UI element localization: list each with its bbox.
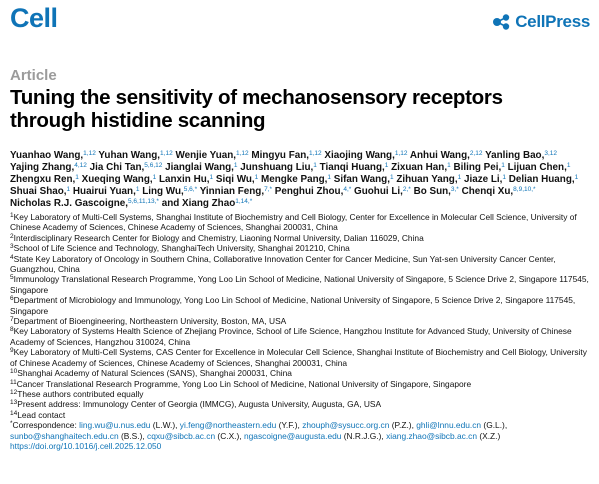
author-affiliation-marker: 1 bbox=[233, 162, 238, 169]
publisher-name: CellPress bbox=[515, 12, 590, 31]
author-affiliation-marker: 1 bbox=[457, 174, 462, 181]
correspondence-email-link[interactable]: yi.feng@northeastern.edu bbox=[179, 420, 277, 431]
author-name-text: Lijuan Chen, bbox=[507, 162, 567, 173]
author-name bbox=[165, 162, 237, 173]
affiliation-text: Key Laboratory of Multi-Cell Systems, Shanghai Institute of Biochemistry and Cell Biology, Center for Excellence in Molecular Cell Science, University of Chinese Academy of Sciences, Chinese Academy of Sciences, Shanghai 200031, China bbox=[10, 212, 577, 233]
author-affiliation-marker: 1 bbox=[566, 162, 571, 169]
correspondence-email-link[interactable]: xiang.zhao@sibcb.ac.cn bbox=[386, 430, 478, 441]
author-name bbox=[98, 150, 172, 161]
author-affiliation-marker: 1 bbox=[384, 162, 389, 169]
correspondence-email-link[interactable]: cqxu@sibcb.ac.cn bbox=[147, 430, 216, 441]
author-affiliation-marker: 1 bbox=[313, 162, 317, 169]
affiliation-item bbox=[10, 379, 596, 389]
author-affiliation-marker: 1,12 bbox=[309, 150, 322, 157]
author-name bbox=[508, 162, 571, 173]
author-affiliation-marker: 1 bbox=[254, 174, 259, 181]
affiliation-text: State Key Laboratory of Oncology in Southern China, Collaborative Innovation Center for Cancer Medicine, Sun Yat-sen University Cancer Center, Guangzhou, China bbox=[10, 253, 556, 275]
author-name-text: Junshuang Liu, bbox=[240, 162, 314, 173]
author-name-text: and Xiang Zhao bbox=[161, 198, 236, 209]
affiliation-item bbox=[10, 295, 596, 316]
author-name-text: Yuanhao Wang, bbox=[10, 150, 84, 161]
affiliation-number: 13 bbox=[10, 399, 18, 407]
affiliation-number: 3 bbox=[10, 243, 14, 251]
affiliation-text: These authors contributed equally bbox=[17, 388, 144, 399]
author-name bbox=[320, 162, 389, 173]
correspondence-initials: (X.Z.) bbox=[477, 430, 501, 441]
affiliation-item bbox=[10, 326, 596, 347]
affiliation-number: 2 bbox=[10, 232, 14, 240]
author-name-text: Ling Wu, bbox=[142, 186, 184, 197]
author-name-text: Xueqing Wang, bbox=[81, 174, 153, 185]
author-name bbox=[142, 186, 197, 197]
author-name bbox=[391, 162, 451, 173]
correspondence-email-link[interactable]: sunbo@shanghaitech.edu.cn bbox=[10, 430, 119, 441]
author-name bbox=[159, 174, 213, 185]
author-name bbox=[240, 162, 317, 173]
author-name-text: Jiaze Li, bbox=[463, 174, 503, 185]
affiliation-list bbox=[10, 212, 596, 451]
author-name-text: Sifan Wang, bbox=[333, 174, 390, 185]
author-name bbox=[485, 150, 557, 161]
author-name-text: Yanling Bao, bbox=[485, 150, 545, 161]
affiliation-number: 6 bbox=[10, 295, 14, 303]
author-name-text: Xiaojing Wang, bbox=[324, 150, 395, 161]
affiliation-item bbox=[10, 399, 596, 409]
author-name bbox=[324, 150, 407, 161]
author-name bbox=[396, 174, 461, 185]
correspondence-marker: * bbox=[10, 420, 13, 428]
affiliation-number: 7 bbox=[10, 316, 14, 324]
author-affiliation-marker: 1 bbox=[209, 174, 214, 181]
affiliation-number: 8 bbox=[10, 326, 14, 334]
author-affiliation-marker: 1,12 bbox=[83, 150, 96, 157]
author-affiliation-marker: 4,12 bbox=[74, 162, 87, 169]
author-name bbox=[82, 174, 157, 185]
author-affiliation-marker: 2,* bbox=[402, 186, 411, 193]
author-name bbox=[10, 198, 159, 209]
correspondence-initials: (C.X.), bbox=[215, 430, 244, 441]
author-name bbox=[216, 174, 258, 185]
affiliation-item bbox=[10, 347, 596, 368]
correspondence-initials: (N.R.J.G.), bbox=[341, 430, 387, 441]
affiliation-item bbox=[10, 212, 596, 233]
author-affiliation-marker: 1 bbox=[502, 174, 507, 181]
affiliation-text: Interdisciplinary Research Center for Biology and Chemistry, Liaoning Normal University, Dalian 116029, China bbox=[13, 232, 424, 243]
author-affiliation-marker: 1 bbox=[447, 162, 451, 169]
author-name bbox=[414, 186, 459, 197]
affiliation-item bbox=[10, 410, 596, 420]
author-name-text: Jianglai Wang, bbox=[165, 162, 234, 173]
author-affiliation-marker: 5,6,11,13,* bbox=[128, 198, 159, 205]
affiliation-text: Key Laboratory of Systems Health Science of Zhejiang Province, School of Life Science, Hangzhou Institute for Advanced Study, University of Chinese Academy of Sciences, Hangzhou 310024, China bbox=[10, 326, 572, 347]
author-affiliation-marker: 8,9,10,* bbox=[513, 186, 536, 193]
author-name-text: Huairui Yuan, bbox=[72, 186, 136, 197]
affiliation-item bbox=[10, 254, 596, 275]
affiliation-text: Department of Bioengineering, Northeastern University, Boston, MA, USA bbox=[13, 316, 287, 327]
author-name-text: Mingyu Fan, bbox=[251, 150, 310, 161]
cellpress-logo-icon bbox=[492, 13, 512, 31]
affiliation-text: Immunology Translational Research Programme, Yong Loo Lin School of Medicine, National University of Singapore, 5 Science Drive 2, Singapore 117545, Singapore bbox=[10, 274, 589, 295]
article-title: Tuning the sensitivity of mechanosensory receptors through histidine scanning bbox=[10, 86, 503, 132]
correspondence-initials: (B.S.), bbox=[118, 430, 148, 441]
author-name bbox=[10, 162, 87, 173]
author-name-text: Guohui Li, bbox=[354, 186, 403, 197]
affiliation-number: 5 bbox=[10, 274, 14, 282]
article-type: Article bbox=[10, 67, 57, 84]
author-affiliation-marker: 1 bbox=[135, 186, 140, 193]
correspondence-email-link[interactable]: ling.wu@u.nus.edu bbox=[79, 420, 151, 431]
author-affiliation-marker: 5,6,* bbox=[183, 186, 198, 193]
author-affiliation-marker: 1 bbox=[389, 174, 394, 181]
author-name-text: Tianqi Huang, bbox=[319, 162, 385, 173]
affiliation-text: School of Life Science and Technology, ShanghaiTech University, Shanghai 201210, China bbox=[13, 243, 350, 254]
author-affiliation-marker: 1 bbox=[152, 174, 157, 181]
correspondence-email-link[interactable]: ghli@lnnu.edu.cn bbox=[416, 420, 482, 431]
affiliation-item bbox=[10, 368, 596, 378]
author-name bbox=[453, 162, 504, 173]
correspondence-initials: (L.W.), bbox=[150, 420, 180, 431]
author-name bbox=[462, 186, 536, 197]
author-name bbox=[354, 186, 411, 197]
affiliation-number: 9 bbox=[10, 347, 14, 355]
author-name bbox=[334, 174, 394, 185]
correspondence bbox=[10, 420, 596, 441]
author-affiliation-marker: 1,14,* bbox=[235, 198, 253, 205]
author-name-text: Mengke Pang, bbox=[261, 174, 328, 185]
affiliation-text: Key Laboratory of Multi-Cell Systems, CAS Center for Excellence in Molecular Cell Science, Shanghai Institute of Biochemistry and Cell Biology, University of Chinese Academy of Sciences, Chinese Academy of Sciences, Shanghai 200031, China bbox=[10, 347, 587, 368]
author-name-text: Jia Chi Tan, bbox=[89, 162, 145, 173]
publisher-logo bbox=[492, 12, 590, 32]
author-affiliation-marker: 4,* bbox=[343, 186, 352, 193]
author-name-text: Penghui Zhou, bbox=[274, 186, 344, 197]
author-name bbox=[162, 198, 253, 209]
author-name-text: Biling Pei, bbox=[453, 162, 502, 173]
author-name-text: Chenqi Xu, bbox=[461, 186, 514, 197]
author-name-text: Shuai Shao, bbox=[10, 186, 67, 197]
author-name-text: Lanxin Hu, bbox=[159, 174, 210, 185]
author-name-text: Wenjie Yuan, bbox=[175, 150, 236, 161]
author-name-text: Yajing Zhang, bbox=[10, 162, 75, 173]
author-affiliation-marker: 1,12 bbox=[236, 150, 249, 157]
author-affiliation-marker: 2,12 bbox=[469, 150, 483, 157]
affiliation-number: 4 bbox=[10, 253, 14, 261]
author-name bbox=[10, 186, 70, 197]
author-name bbox=[410, 150, 483, 161]
author-name-text: Siqi Wu, bbox=[215, 174, 255, 185]
author-affiliation-marker: 5,6,12 bbox=[144, 162, 163, 169]
affiliation-text: Shanghai Academy of Natural Sciences (SANS), Shanghai 200031, China bbox=[17, 368, 292, 379]
author-name bbox=[509, 174, 578, 185]
author-affiliation-marker: 1,12 bbox=[394, 150, 408, 157]
author-name-text: Anhui Wang, bbox=[409, 150, 470, 161]
page-header bbox=[0, 0, 599, 42]
author-affiliation-marker: 1 bbox=[75, 174, 79, 181]
author-affiliation-marker: 1 bbox=[327, 174, 332, 181]
author-name-text: Delian Huang, bbox=[508, 174, 575, 185]
affiliation-item bbox=[10, 233, 596, 243]
author-name bbox=[200, 186, 272, 197]
author-affiliation-marker: 3,* bbox=[450, 186, 459, 193]
affiliation-item bbox=[10, 316, 596, 326]
author-name-text: Zixuan Han, bbox=[391, 162, 448, 173]
doi-link[interactable]: https://doi.org/10.1016/j.cell.2025.12.050 bbox=[10, 440, 162, 451]
author-affiliation-marker: 1 bbox=[574, 174, 579, 181]
author-name bbox=[10, 174, 79, 185]
correspondence-email-link[interactable]: ngascoigne@augusta.edu bbox=[243, 430, 342, 441]
affiliation-text: Department of Microbiology and Immunology, Yong Loo Lin School of Medicine, National University of Singapore, 5 Science Drive 2, Singapore 117545, Singapore bbox=[10, 295, 576, 316]
author-name-text: Yinnian Feng, bbox=[199, 186, 265, 197]
affiliation-number: 1 bbox=[10, 212, 14, 219]
affiliation-item bbox=[10, 243, 596, 253]
author-name-text: Yuhan Wang, bbox=[98, 150, 161, 161]
journal-name: Cell bbox=[10, 3, 58, 33]
affiliation-number: 14 bbox=[10, 409, 18, 417]
author-name-text: Bo Sun, bbox=[413, 186, 451, 197]
correspondence-label: Correspondence: bbox=[12, 420, 77, 431]
author-affiliation-marker: 1 bbox=[501, 162, 505, 169]
author-name bbox=[90, 162, 163, 173]
author-name bbox=[175, 150, 248, 161]
correspondence-email-link[interactable]: zhouph@sysucc.org.cn bbox=[302, 420, 390, 431]
author-name-text: Zhengxu Ren, bbox=[10, 174, 76, 185]
author-affiliation-marker: 7,* bbox=[264, 186, 273, 193]
affiliation-number: 11 bbox=[10, 378, 17, 386]
correspondence-initials: (P.Z.), bbox=[389, 420, 417, 431]
author-affiliation-marker: 1,12 bbox=[160, 150, 173, 157]
affiliation-text: Present address: Immunology Center of Georgia (IMMCG), Augusta University, Augusta, GA, USA bbox=[17, 399, 382, 410]
affiliation-text: Lead contact bbox=[17, 409, 66, 420]
author-name bbox=[261, 174, 331, 185]
author-name bbox=[251, 150, 321, 161]
author-name bbox=[464, 174, 506, 185]
author-name bbox=[73, 186, 140, 197]
affiliation-text: Cancer Translational Research Programme, Yong Loo Lin School of Medicine, National University of Singapore, Singapore bbox=[16, 378, 472, 389]
author-name-text: Nicholas R.J. Gascoigne, bbox=[10, 198, 128, 209]
correspondence-initials: (Y.F.), bbox=[276, 420, 303, 431]
correspondence-initials: (G.L.), bbox=[481, 420, 508, 431]
author-name bbox=[275, 186, 352, 197]
author-name bbox=[10, 150, 96, 161]
author-affiliation-marker: 3,12 bbox=[544, 150, 557, 157]
affiliation-item bbox=[10, 274, 596, 295]
affiliation-number: 10 bbox=[10, 368, 18, 376]
author-list bbox=[10, 150, 596, 210]
author-affiliation-marker: 1 bbox=[66, 186, 71, 193]
author-name-text: Zihuan Yang, bbox=[396, 174, 458, 185]
affiliation-item bbox=[10, 389, 596, 399]
affiliation-number: 12 bbox=[10, 388, 18, 396]
